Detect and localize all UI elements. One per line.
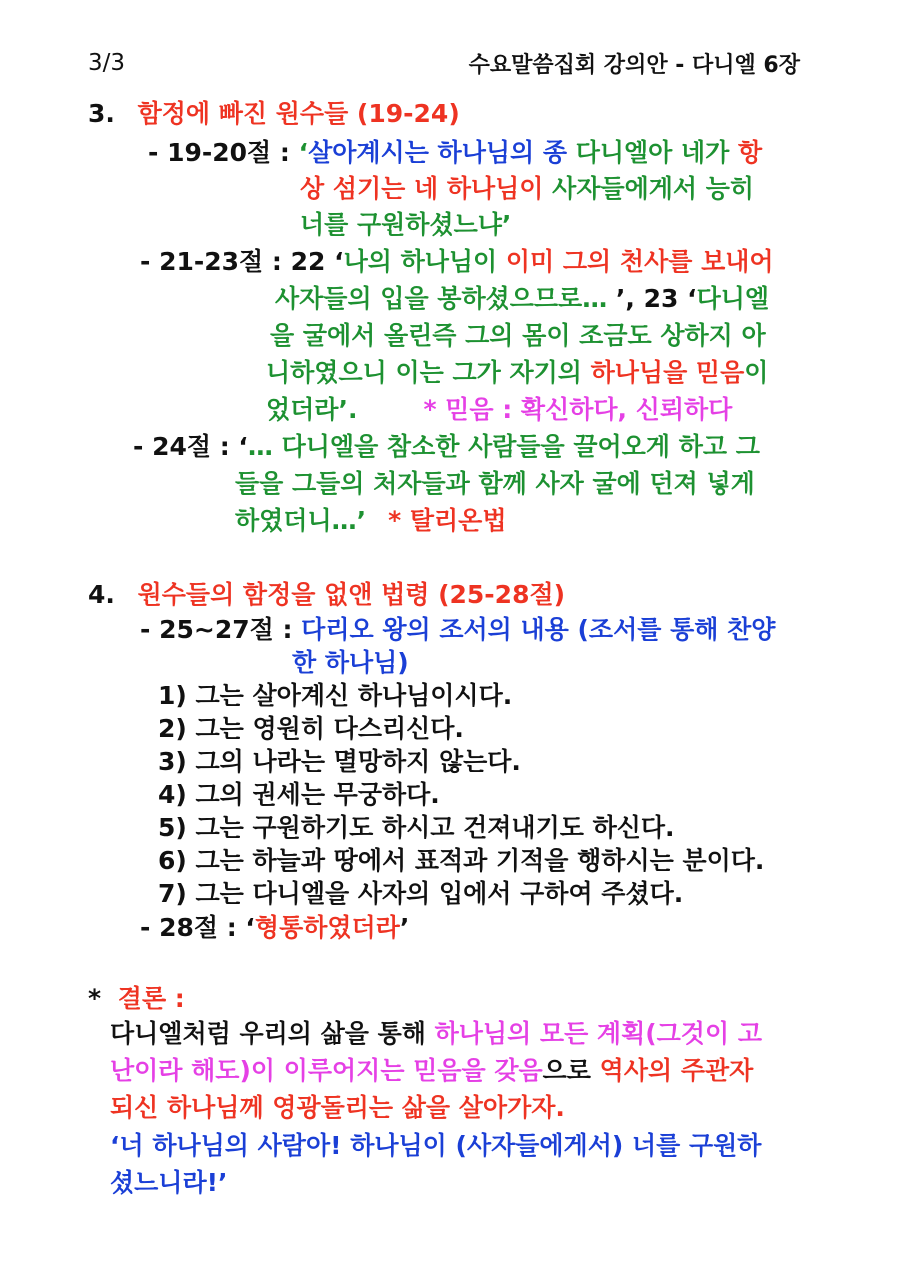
list-item: 6) 그는 하늘과 땅에서 표적과 기적을 행하시는 분이다. xyxy=(158,846,765,875)
list-item: 3) 그의 나라는 멸망하지 않는다. xyxy=(158,747,521,776)
verse-ref: - 21-23절 : 22 ‘ xyxy=(140,247,344,276)
verse-19-20-line1: - 19-20절 : ‘살아계시는 하나님의 종 다니엘아 네가 항 xyxy=(148,138,763,167)
list-item: 1) 그는 살아계신 하나님이시다. xyxy=(158,681,513,710)
list-item: 5) 그는 구원하기도 하시고 건져내기도 하신다. xyxy=(158,813,675,842)
verse-21-23-line5: 었더라’. * 믿음 : 확신하다, 신뢰하다 xyxy=(266,395,733,424)
verse-ref: - 28절 : ‘ xyxy=(140,913,255,942)
conclusion-title: 결론 : xyxy=(117,984,185,1013)
verse-25-27-line2: 한 하나님) xyxy=(292,648,409,677)
section3-heading xyxy=(88,98,460,130)
talion-note: * 탈리온법 xyxy=(388,506,507,535)
conclusion-line2: 난이라 해도)이 이루어지는 믿음을 갖음으로 역사의 주관자 xyxy=(110,1056,754,1085)
section4-heading xyxy=(88,579,565,611)
conclusion-line3: 되신 하나님께 영광돌리는 삶을 살아가자. xyxy=(110,1093,565,1122)
verse-21-23-line1: - 21-23절 : 22 ‘나의 하나님이 이미 그의 천사를 보내어 xyxy=(140,247,774,276)
verse-21-23-line3: 을 굴에서 올린즉 그의 몸이 조금도 상하지 아 xyxy=(270,321,766,350)
verse-ref: - 25~27절 : xyxy=(140,615,302,644)
faith-note: * 믿음 : 확신하다, 신뢰하다 xyxy=(423,395,733,424)
verse-ref: - 19-20절 : xyxy=(148,138,299,167)
page-number: 3/3 xyxy=(88,50,126,76)
section4-number: 4. xyxy=(88,580,115,609)
section4-title: 원수들의 함정을 없앤 법령 (25-28절) xyxy=(137,580,566,609)
verse-24-line1: - 24절 : ‘… 다니엘을 참소한 사람들을 끌어오게 하고 그 xyxy=(133,432,760,461)
list-item: 4) 그의 권세는 무궁하다. xyxy=(158,780,440,809)
verse-28: - 28절 : ‘형통하였더라’ xyxy=(140,913,410,942)
verse-24-line3: 하였더니…’ * 탈리온법 xyxy=(235,506,507,535)
conclusion-line1: 다니엘처럼 우리의 삶을 통해 하나님의 모든 계획(그것이 고 xyxy=(110,1019,762,1048)
conclusion-quote-line1: ‘너 하나님의 사람아! 하나님이 (사자들에게서) 너를 구원하 xyxy=(110,1131,762,1160)
verse-19-20-line3: 너를 구원하셨느냐’ xyxy=(300,210,512,239)
verse-19-20-line2: 상 섬기는 네 하나님이 사자들에게서 능히 xyxy=(300,174,755,203)
list-item: 2) 그는 영원히 다스리신다. xyxy=(158,714,464,743)
verse-25-27-line1: - 25~27절 : 다리오 왕의 조서의 내용 (조서를 통해 찬양 xyxy=(140,615,776,644)
verse-21-23-line4: 니하였으니 이는 그가 자기의 하나님을 믿음이 xyxy=(266,358,769,387)
section3-number: 3. xyxy=(88,99,115,128)
verse-21-23-line2: 사자들의 입을 봉하셨으므로… ’, 23 ‘다니엘 xyxy=(275,284,770,313)
document-title: 수요말씀집회 강의안 - 다니엘 6장 xyxy=(468,53,800,78)
verse-ref: - 24절 : ‘ xyxy=(133,432,248,461)
conclusion-heading: * 결론 : xyxy=(88,984,185,1013)
conclusion-quote-line2: 셨느니라!’ xyxy=(110,1168,228,1197)
section3-title: 함정에 빠진 원수들 (19-24) xyxy=(137,99,460,128)
verse-24-line2: 들을 그들의 처자들과 함께 사자 굴에 던져 넣게 xyxy=(235,469,755,498)
list-item: 7) 그는 다니엘을 사자의 입에서 구하여 주셨다. xyxy=(158,879,684,908)
